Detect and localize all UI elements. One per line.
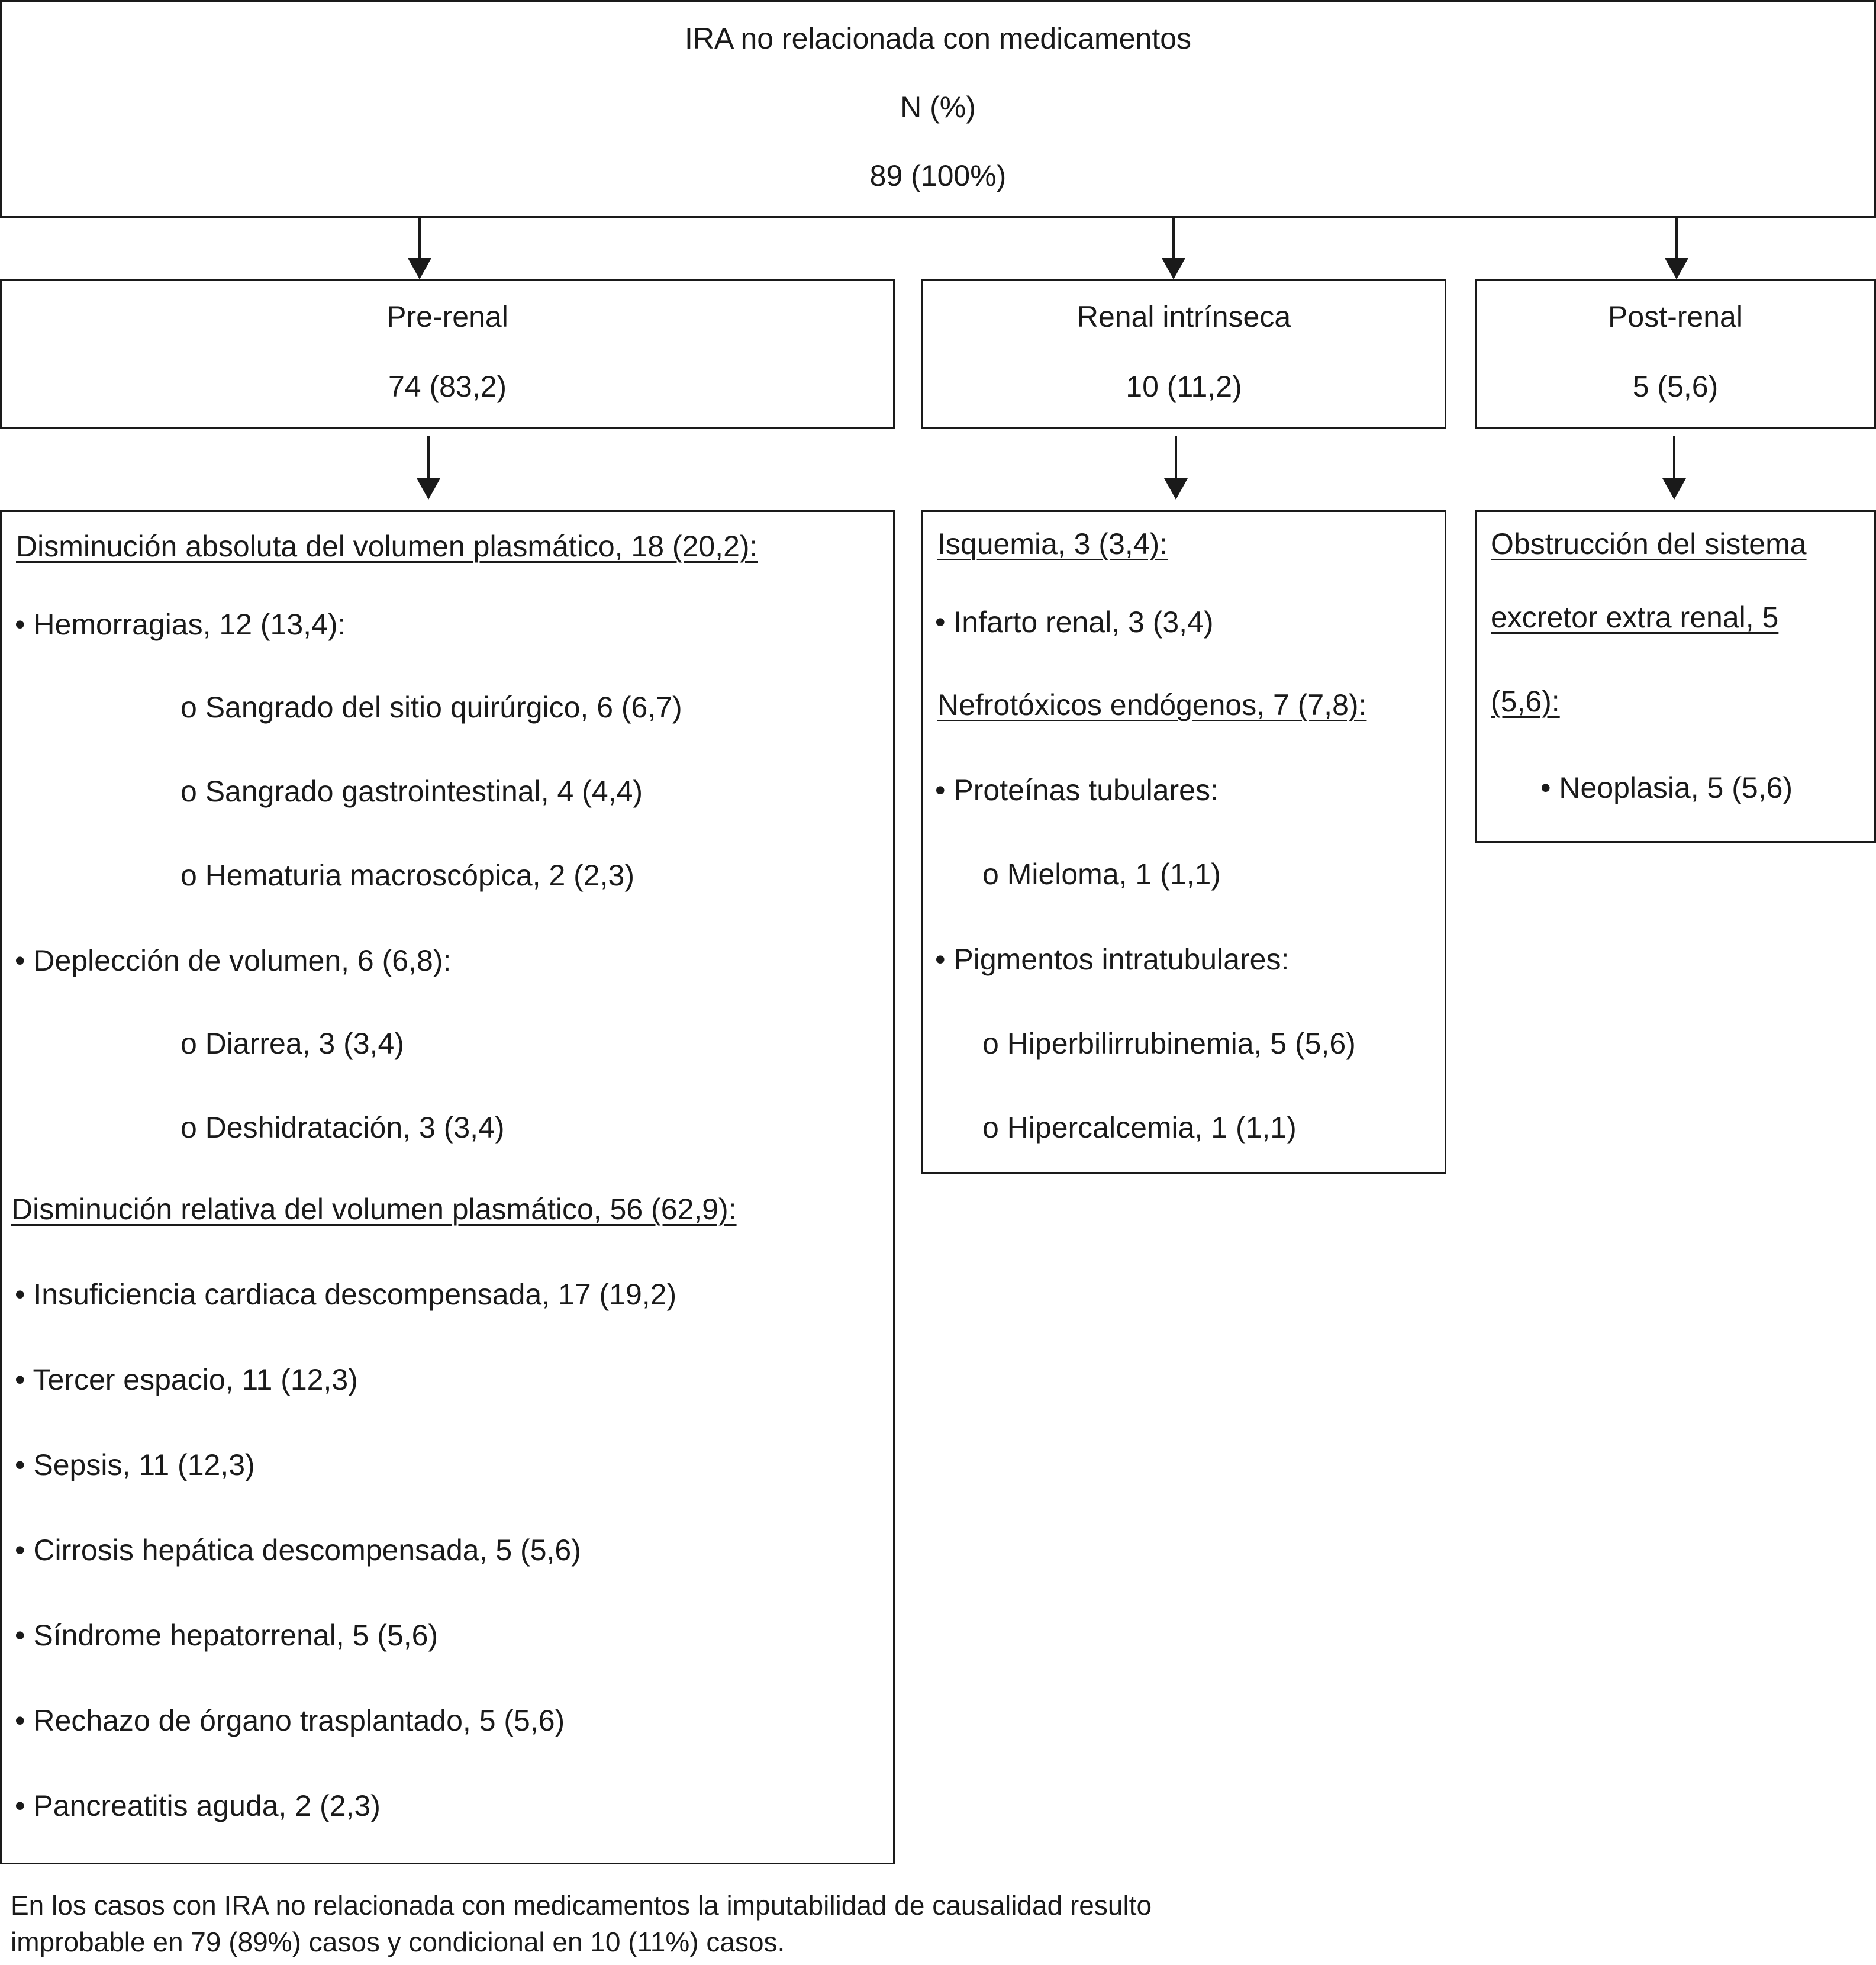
prerenal-value: 74 (83,2) bbox=[388, 370, 507, 403]
nefrotoxicos-heading: Nefrotóxicos endógenos, 7 (7,8): bbox=[937, 688, 1367, 721]
obstruccion-heading-line2: excretor extra renal, 5 bbox=[1491, 601, 1779, 634]
hematuria-item: o Hematuria macroscópica, 2 (2,3) bbox=[180, 859, 634, 892]
cirrosis-item: • Cirrosis hepática descompensada, 5 (5,6) bbox=[15, 1534, 581, 1567]
arrow-prerenal-to-details bbox=[417, 436, 440, 500]
tercer-espacio-item: • Tercer espacio, 11 (12,3) bbox=[15, 1363, 358, 1396]
root-title: IRA no relacionada con medicamentos bbox=[684, 22, 1192, 55]
mieloma-item: o Mieloma, 1 (1,1) bbox=[982, 858, 1221, 891]
insuficiencia-item: • Insuficiencia cardiaca descompensada, 17 (19,2) bbox=[15, 1278, 677, 1311]
arrow-renal-to-details bbox=[1164, 436, 1188, 500]
prerenal-name: Pre-renal bbox=[386, 300, 508, 333]
pigmentos-item: • Pigmentos intratubulares: bbox=[935, 943, 1290, 976]
proteinas-item: • Proteínas tubulares: bbox=[935, 774, 1219, 807]
deshidratacion-item: o Deshidratación, 3 (3,4) bbox=[180, 1111, 505, 1144]
arrow-root-to-prerenal bbox=[408, 218, 431, 279]
isquemia-heading: Isquemia, 3 (3,4): bbox=[937, 527, 1168, 560]
hepatorrenal-item: • Síndrome hepatorrenal, 5 (5,6) bbox=[15, 1619, 439, 1652]
postrenal-box bbox=[1475, 279, 1876, 429]
prerenal-box bbox=[0, 279, 895, 429]
relative-volume-heading: Disminución relativa del volumen plasmático, 56 (62,9): bbox=[11, 1193, 737, 1226]
footnote-line1: En los casos con IRA no relacionada con medicamentos la imputabilidad de causalidad resulto bbox=[11, 1890, 1152, 1921]
renal-box bbox=[921, 279, 1446, 429]
sangrado-quirurgico-item: o Sangrado del sitio quirúrgico, 6 (6,7) bbox=[180, 691, 682, 724]
arrow-postrenal-to-details bbox=[1662, 436, 1686, 500]
obstruccion-heading-line1: Obstrucción del sistema bbox=[1491, 527, 1807, 560]
renal-details-box bbox=[921, 510, 1446, 1174]
prerenal-details-box bbox=[0, 510, 895, 1864]
postrenal-value: 5 (5,6) bbox=[1632, 370, 1719, 403]
arrow-root-to-renal bbox=[1162, 218, 1185, 279]
postrenal-details-box bbox=[1475, 510, 1876, 843]
hiperbilirrubinemia-item: o Hiperbilirrubinemia, 5 (5,6) bbox=[982, 1027, 1356, 1060]
pancreatitis-item: • Pancreatitis aguda, 2 (2,3) bbox=[15, 1789, 381, 1822]
renal-value: 10 (11,2) bbox=[1126, 370, 1242, 403]
obstruccion-heading-line3: (5,6): bbox=[1491, 685, 1560, 718]
hipercalcemia-item: o Hipercalcemia, 1 (1,1) bbox=[982, 1111, 1297, 1144]
renal-name: Renal intrínseca bbox=[1076, 300, 1291, 333]
absolute-volume-heading: Disminución absoluta del volumen plasmático, 18 (20,2): bbox=[16, 530, 758, 563]
rechazo-item: • Rechazo de órgano trasplantado, 5 (5,6) bbox=[15, 1704, 565, 1737]
sepsis-item: • Sepsis, 11 (12,3) bbox=[15, 1448, 255, 1481]
infarto-item: • Infarto renal, 3 (3,4) bbox=[935, 605, 1214, 639]
footnote-line2: improbable en 79 (89%) casos y condicional en 10 (11%) casos. bbox=[11, 1927, 785, 1957]
deplecion-item: • Deplección de volumen, 6 (6,8): bbox=[15, 944, 452, 977]
neoplasia-item: • Neoplasia, 5 (5,6) bbox=[1540, 771, 1793, 804]
root-total: 89 (100%) bbox=[869, 159, 1007, 192]
postrenal-name: Post-renal bbox=[1608, 300, 1743, 333]
diarrea-item: o Diarrea, 3 (3,4) bbox=[180, 1027, 404, 1060]
arrow-root-to-postrenal bbox=[1665, 218, 1688, 279]
footnote bbox=[11, 1887, 1372, 1960]
root-subtitle: N (%) bbox=[900, 91, 976, 124]
root-box bbox=[0, 0, 1876, 218]
hemorragias-item: • Hemorragias, 12 (13,4): bbox=[15, 608, 346, 641]
sangrado-gastro-item: o Sangrado gastrointestinal, 4 (4,4) bbox=[180, 775, 643, 808]
